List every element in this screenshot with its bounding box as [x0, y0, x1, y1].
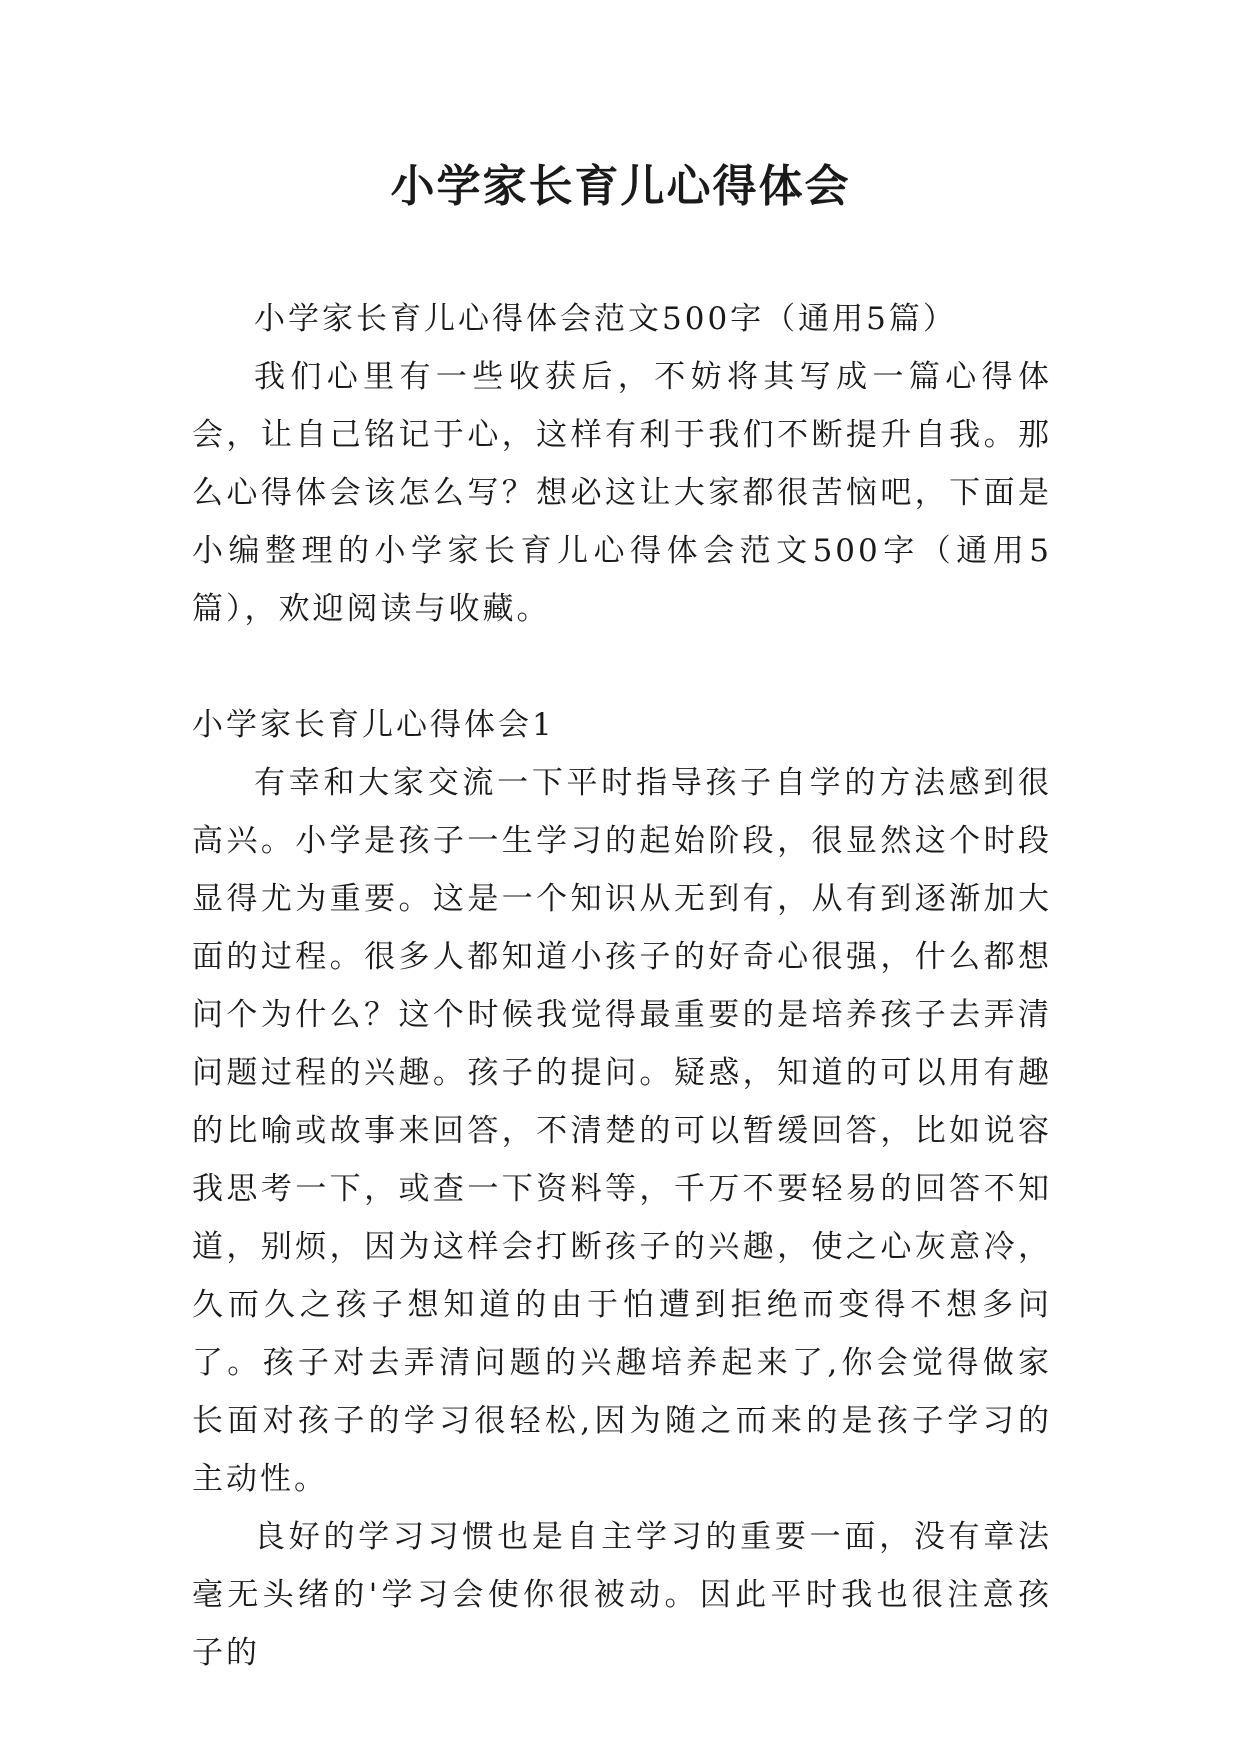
section-heading: 小学家长育儿心得体会1 — [192, 707, 555, 743]
body-paragraph: 有幸和大家交流一下平时指导孩子自学的方法感到很高兴。小学是孩子一生学习的起始阶段，很显然这个时段显得尤为重要。这是一个知识从无到有，从有到逐渐加大面的过程。很多人都知道小孩子的好奇心很强，什么都想问个为什么？这个时候我觉得最重要的是培养孩子去弄清问题过程的兴趣。孩子的提问。疑惑，知道的可以用有趣的比喻或故事来回答，不清楚的可以暂缓回答，比如说容我思考一下，或查一下资料等，千万不要轻易的回答不知道，别烦，因为这样会打断孩子的兴趣，使之心灰意冷，久而久之孩子想知道的由于怕遭到拒绝而变得不想多问了。孩子对去弄清问题的兴趣培养起来了,你会觉得做家长面对孩子的学习很轻松,因为随之而来的是孩子学习的主动性。 — [192, 765, 1052, 1497]
intro-paragraph: 我们心里有一些收获后，不妨将其写成一篇心得体会，让自己铭记于心，这样有利于我们不断提升自我。那么心得体会该怎么写？想必这让大家都很苦恼吧，下面是小编整理的小学家长育儿心得体会范文500字（通用5篇），欢迎阅读与收藏。 — [192, 359, 1052, 627]
section-spacer — [192, 638, 1052, 696]
document-body — [192, 290, 1052, 1682]
document-subtitle: 小学家长育儿心得体会范文500字（通用5篇） — [254, 301, 957, 337]
body-paragraph: 良好的学习习惯也是自主学习的重要一面，没有章法毫无头绪的'学习会使你很被动。因此平时我也很注意孩子的 — [192, 1519, 1052, 1671]
document-title: 小学家长育儿心得体会 — [390, 161, 851, 212]
